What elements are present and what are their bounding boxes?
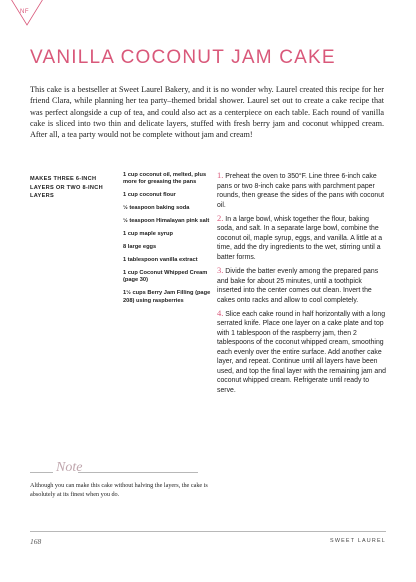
recipe-intro: This cake is a bestseller at Sweet Laurel Bakery, and it is no wonder why. Laurel created this recipe for her friend Clara, while planning her tea party–themed bridal shower. Laurel set out to create a cake recipe that was perfect alongside a cup of tea, and could also act as a centerpiece on each table. Each round of vanilla cake is sliced into two thin and delicate layers, stuffed with fresh berry jam and coconut whipped cream. After all, a tea party would not be complete without jam and cream! — [30, 85, 384, 140]
method-step — [217, 309, 387, 396]
method-step — [217, 171, 387, 210]
ingredient-item: 1 cup coconut flour — [123, 192, 176, 199]
page-number: 168 — [30, 537, 42, 546]
note-text: Although you can make this cake without halving the layers, the cake is absolutely at its finest when you do. — [30, 482, 208, 498]
step-text: Slice each cake round in half horizontally with a long serrated knife. Place one layer on a cake plate and top with 1 tablespoon of the raspberry jam, then 2 tablespoons of the coconut whipped cream, smoothing each evenly over the entire surface. Add another cake layer, and repeat. Continue until all layers have been used, and top the final layer with the remaining jam and coconut whipped cream. Refrigerate until ready to serve. — [217, 310, 386, 394]
nf-badge-label: NF — [20, 9, 29, 15]
ingredient-item: 1 cup Coconut Whipped Cream (page 30) — [123, 270, 208, 284]
step-number: 2. — [217, 212, 224, 223]
ingredient-item: 1 tablespoon vanilla extract — [123, 257, 198, 264]
footer-divider — [30, 531, 386, 532]
step-text: In a large bowl, whisk together the flour, baking soda, and salt. In a separate large bowl, combine the coconut oil, maple syrup, eggs, and vanilla. A little at a time, add the dry ingredients to the wet, stirring until a batter forms. — [217, 215, 383, 261]
method-step — [217, 266, 387, 305]
step-number: 3. — [217, 265, 224, 276]
method-steps — [217, 171, 387, 399]
step-number: 1. — [217, 170, 224, 180]
note-label: Note — [56, 460, 83, 475]
ingredient-item: 1 cup maple syrup — [123, 231, 173, 238]
recipe-title: VANILLA COCONUT JAM CAKE — [30, 47, 336, 68]
ingredient-item: ½ teaspoon baking soda — [123, 205, 190, 212]
ingredient-list — [123, 172, 211, 311]
ingredient-item: 1½ cups Berry Jam Filling (page 208) using raspberries — [123, 290, 211, 304]
step-text: Preheat the oven to 350°F. Line three 6-inch cake pans or two 8-inch cake pans with parchment paper rounds, then grease the sides of the pans with coconut oil. — [217, 173, 385, 209]
ingredient-item: 1 cup coconut oil, melted, plus more for greasing the pans — [123, 172, 207, 186]
ingredient-item: ½ teaspoon Himalayan pink salt — [123, 218, 210, 225]
step-number: 4. — [217, 307, 224, 318]
ingredient-item: 8 large eggs — [123, 244, 157, 251]
running-footer: SWEET LAUREL — [330, 538, 386, 544]
method-step — [217, 214, 387, 263]
note-divider-left — [30, 472, 53, 473]
note-divider-right — [78, 472, 198, 473]
recipe-yield: MAKES THREE 6-INCH LAYERS OR TWO 8-INCH LAYERS — [30, 176, 103, 200]
step-text: Divide the batter evenly among the prepared pans and bake for about 25 minutes, until a toothpick inserted into the center comes out clean. Invert the cakes onto racks and allow to cool completely. — [217, 268, 379, 304]
